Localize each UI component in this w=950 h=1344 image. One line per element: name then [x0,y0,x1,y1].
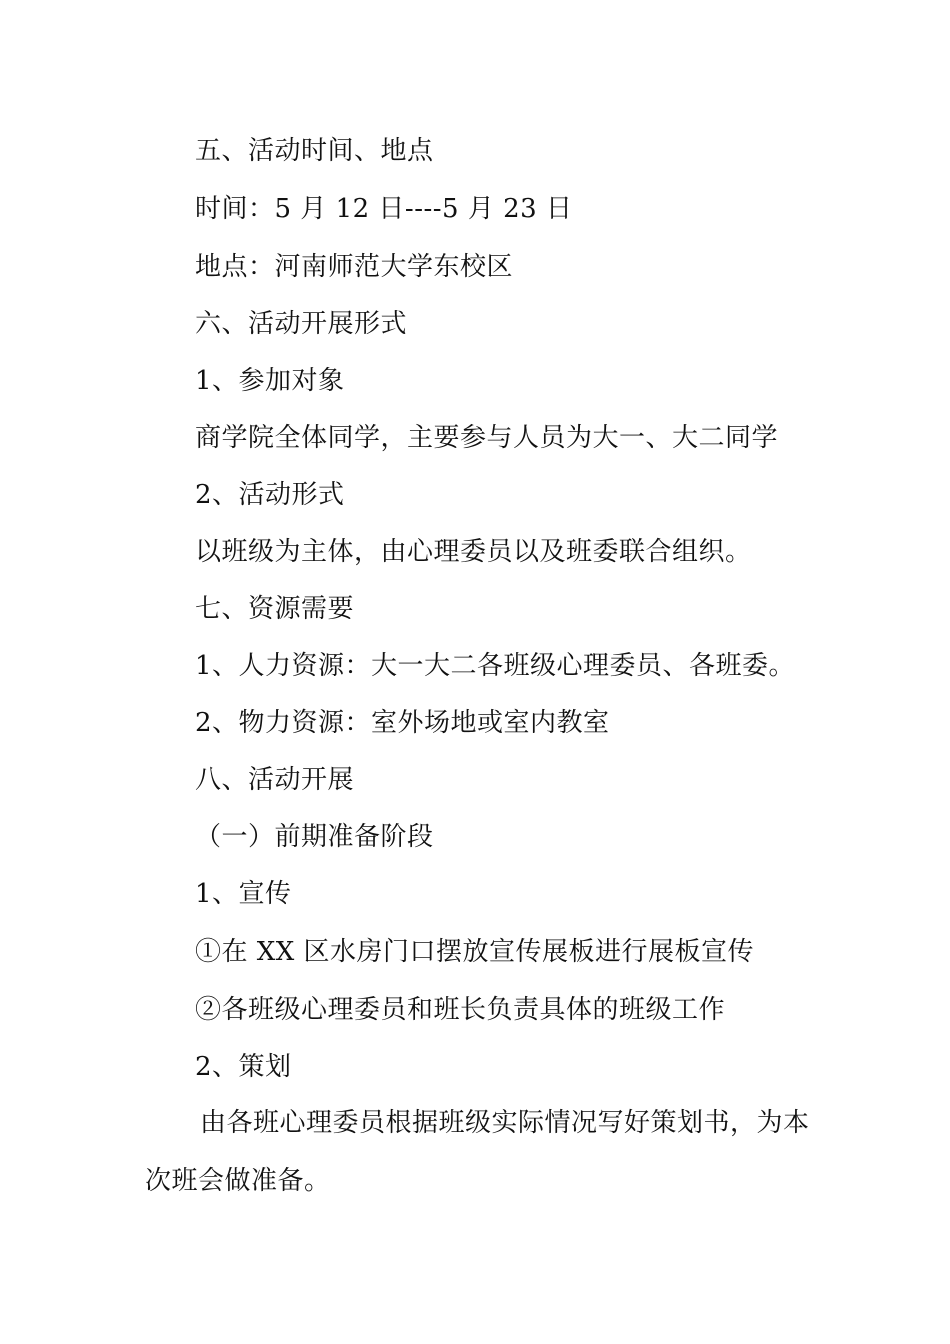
form-text: 以班级为主体，由心理委员以及班委联合组织。 [195,537,752,567]
subheading-planning: 2、策划 [195,1052,292,1082]
participants-text: 商学院全体同学，主要参与人员为大一、大二同学 [195,423,779,453]
heading-activity-time-place: 五、活动时间、地点 [195,136,434,166]
human-resources-text: 1、人力资源：大一大二各班级心理委员、各班委。 [195,651,796,681]
place-text: 地点：河南师范大学东校区 [195,252,514,282]
subheading-publicity: 1、宣传 [195,879,292,909]
planning-paragraph-text: 由各班心理委员根据班级实际情况写好策划书，为本次班会做准备。 [145,1108,810,1196]
heading-resources: 七、资源需要 [195,594,355,624]
time-text: 时间：5 月 12 日----5 月 23 日 [195,194,573,224]
planning-paragraph [145,1094,820,1210]
heading-activity-form: 六、活动开展形式 [195,309,408,339]
subheading-participants: 1、参加对象 [195,366,345,396]
subheading-preparation-stage: （一）前期准备阶段 [195,822,434,852]
subheading-form: 2、活动形式 [195,480,345,510]
publicity-item-2: ②各班级心理委员和班长负责具体的班级工作 [195,995,726,1025]
publicity-item-1: ①在 XX 区水房门口摆放宣传展板进行展板宣传 [195,937,755,967]
heading-activity-development: 八、活动开展 [195,765,355,795]
material-resources-text: 2、物力资源：室外场地或室内教室 [195,708,610,738]
